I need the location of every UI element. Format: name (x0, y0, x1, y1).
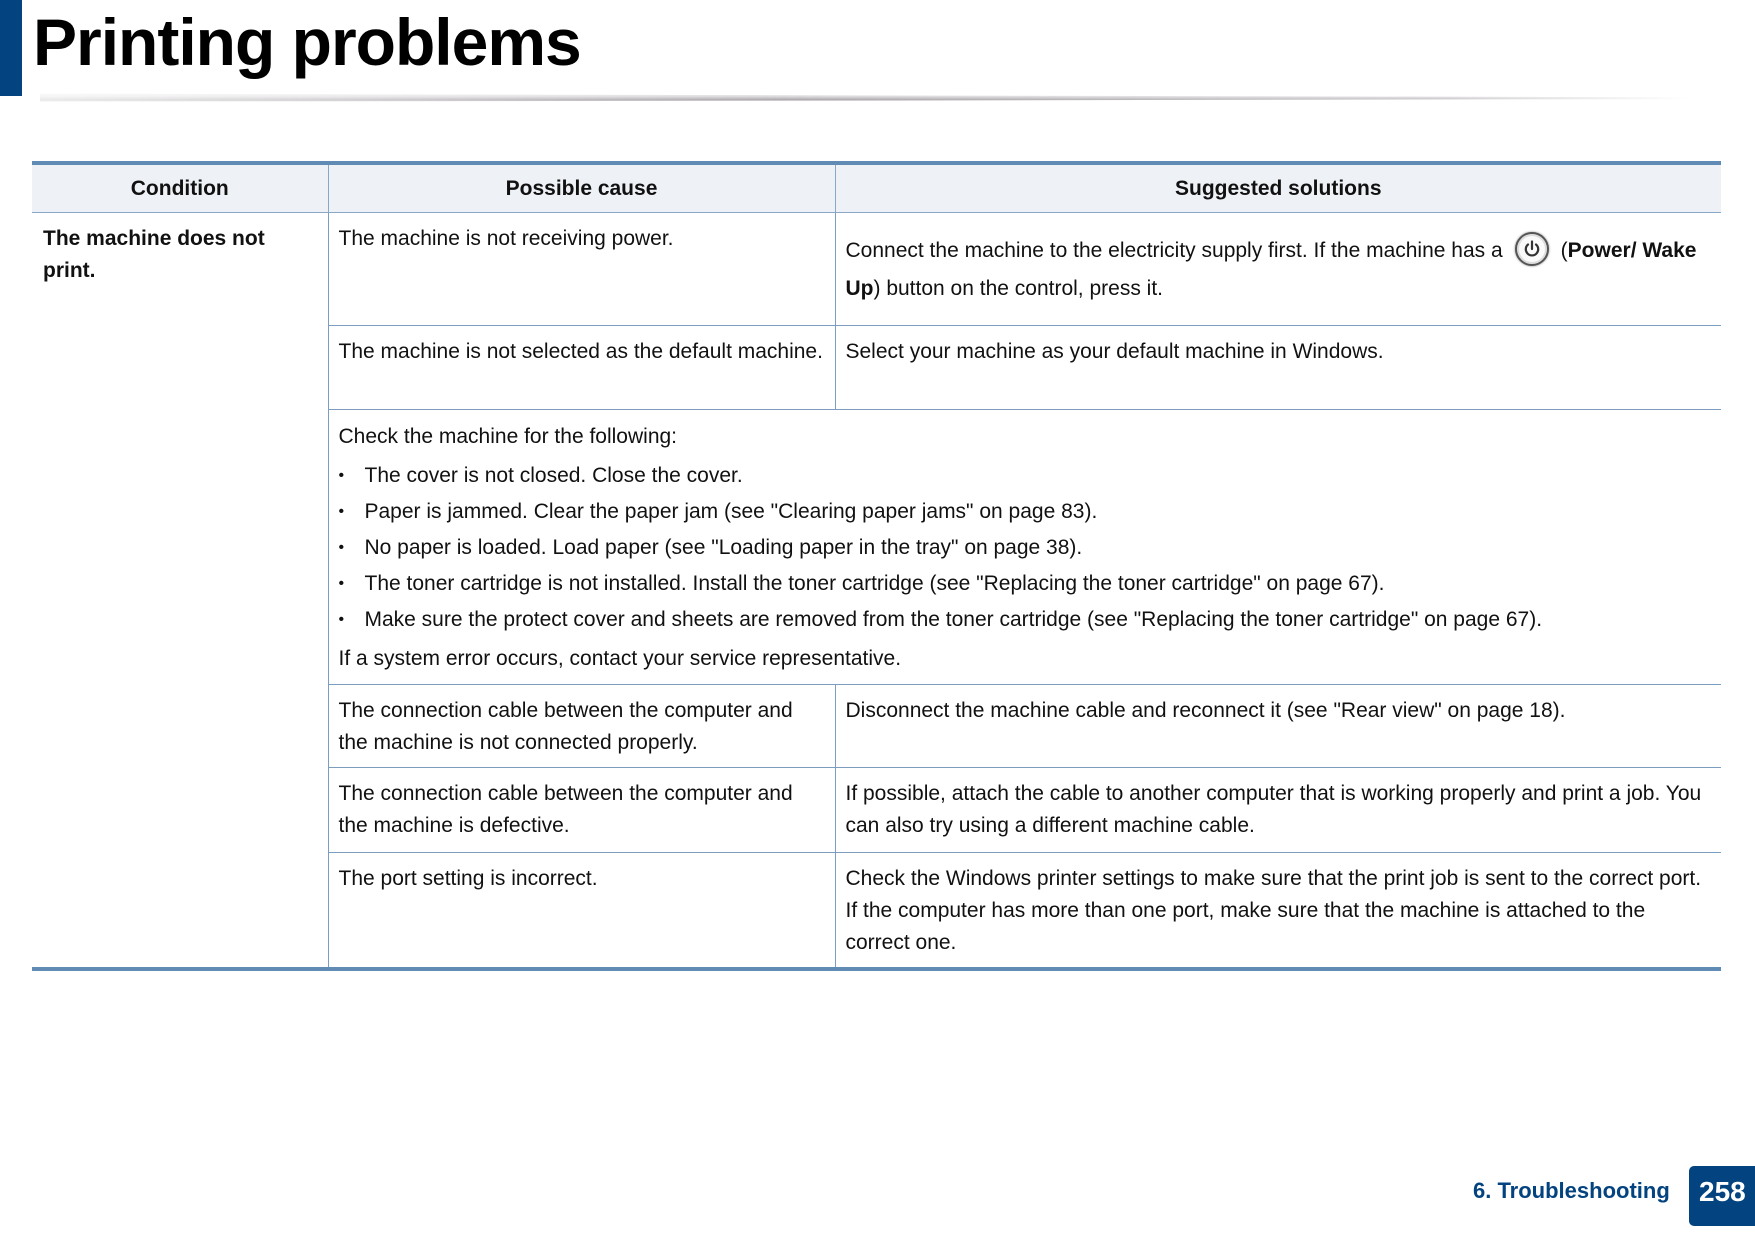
solution-cell: Check the Windows printer settings to make sure that the print job is sent to the correct port. If the computer has more than one port, make sure that the machine is attached to the correct one. (835, 853, 1721, 970)
cause-cell: The port setting is incorrect. (328, 853, 835, 970)
list-item-text: The cover is not closed. Close the cover. (364, 464, 743, 487)
bullet-icon: • (338, 611, 345, 628)
cause-cell: The connection cable between the computer and the machine is defective. (328, 768, 835, 853)
troubleshooting-table (32, 161, 1721, 971)
bullet-icon: • (338, 503, 345, 520)
bullet-icon: • (338, 539, 345, 556)
table-row (32, 213, 1721, 326)
bullet-icon: • (338, 575, 345, 592)
solution-cell: Select your machine as your default machine in Windows. (835, 326, 1721, 410)
power-icon (1515, 232, 1549, 266)
footer-chapter-label: 6. Troubleshooting (1473, 1178, 1670, 1203)
solution-cell: If possible, attach the cable to another computer that is working properly and print a job. You can also try using a different machine cable. (835, 768, 1721, 853)
table-header-row (32, 163, 1721, 213)
header-possible-cause: Possible cause (328, 163, 835, 213)
solution-cell (835, 213, 1721, 326)
list-item-text: Make sure the protect cover and sheets are removed from the toner cartridge (see "Replacing the toner cartridge" on page 67). (364, 608, 1543, 631)
list-item (339, 566, 1712, 602)
chapter-accent-bar (0, 0, 22, 96)
solution-text-end: ) button on the control, press it. (873, 277, 1163, 300)
list-item (339, 530, 1712, 566)
header-suggested-solutions: Suggested solutions (835, 163, 1721, 213)
title-underline (40, 90, 1690, 102)
list-item (339, 602, 1712, 638)
checklist (339, 458, 1712, 638)
cause-cell: The machine is not receiving power. (328, 213, 835, 326)
power-wake-up-label: Power/ Wake Up (845, 239, 1697, 300)
solution-cell: Disconnect the machine cable and reconnect it (see "Rear view" on page 18). (835, 685, 1721, 768)
condition-cell: The machine does not print. (43, 227, 265, 282)
bullet-icon: • (338, 467, 345, 484)
header-condition: Condition (32, 163, 328, 213)
list-item (339, 494, 1712, 530)
solution-text: Connect the machine to the electricity supply first. If the machine has a (845, 239, 1503, 262)
checklist-outro: If a system error occurs, contact your service representative. (338, 647, 902, 670)
checklist-intro: Check the machine for the following: (338, 425, 678, 448)
list-item (339, 458, 1712, 494)
checklist-cell (328, 410, 1721, 685)
cause-cell: The connection cable between the computer and the machine is not connected properly. (328, 685, 835, 768)
list-item-text: No paper is loaded. Load paper (see "Loading paper in the tray" on page 38). (364, 536, 1083, 559)
list-item-text: The toner cartridge is not installed. Install the toner cartridge (see "Replacing the toner cartridge" on page 67). (364, 572, 1385, 595)
page-number-badge: 258 (1689, 1166, 1755, 1226)
list-item-text: Paper is jammed. Clear the paper jam (see "Clearing paper jams" on page 83). (364, 500, 1098, 523)
solution-paren: ( (1560, 239, 1568, 262)
cause-cell: The machine is not selected as the default machine. (328, 326, 835, 410)
page-title: Printing problems (33, 5, 581, 79)
